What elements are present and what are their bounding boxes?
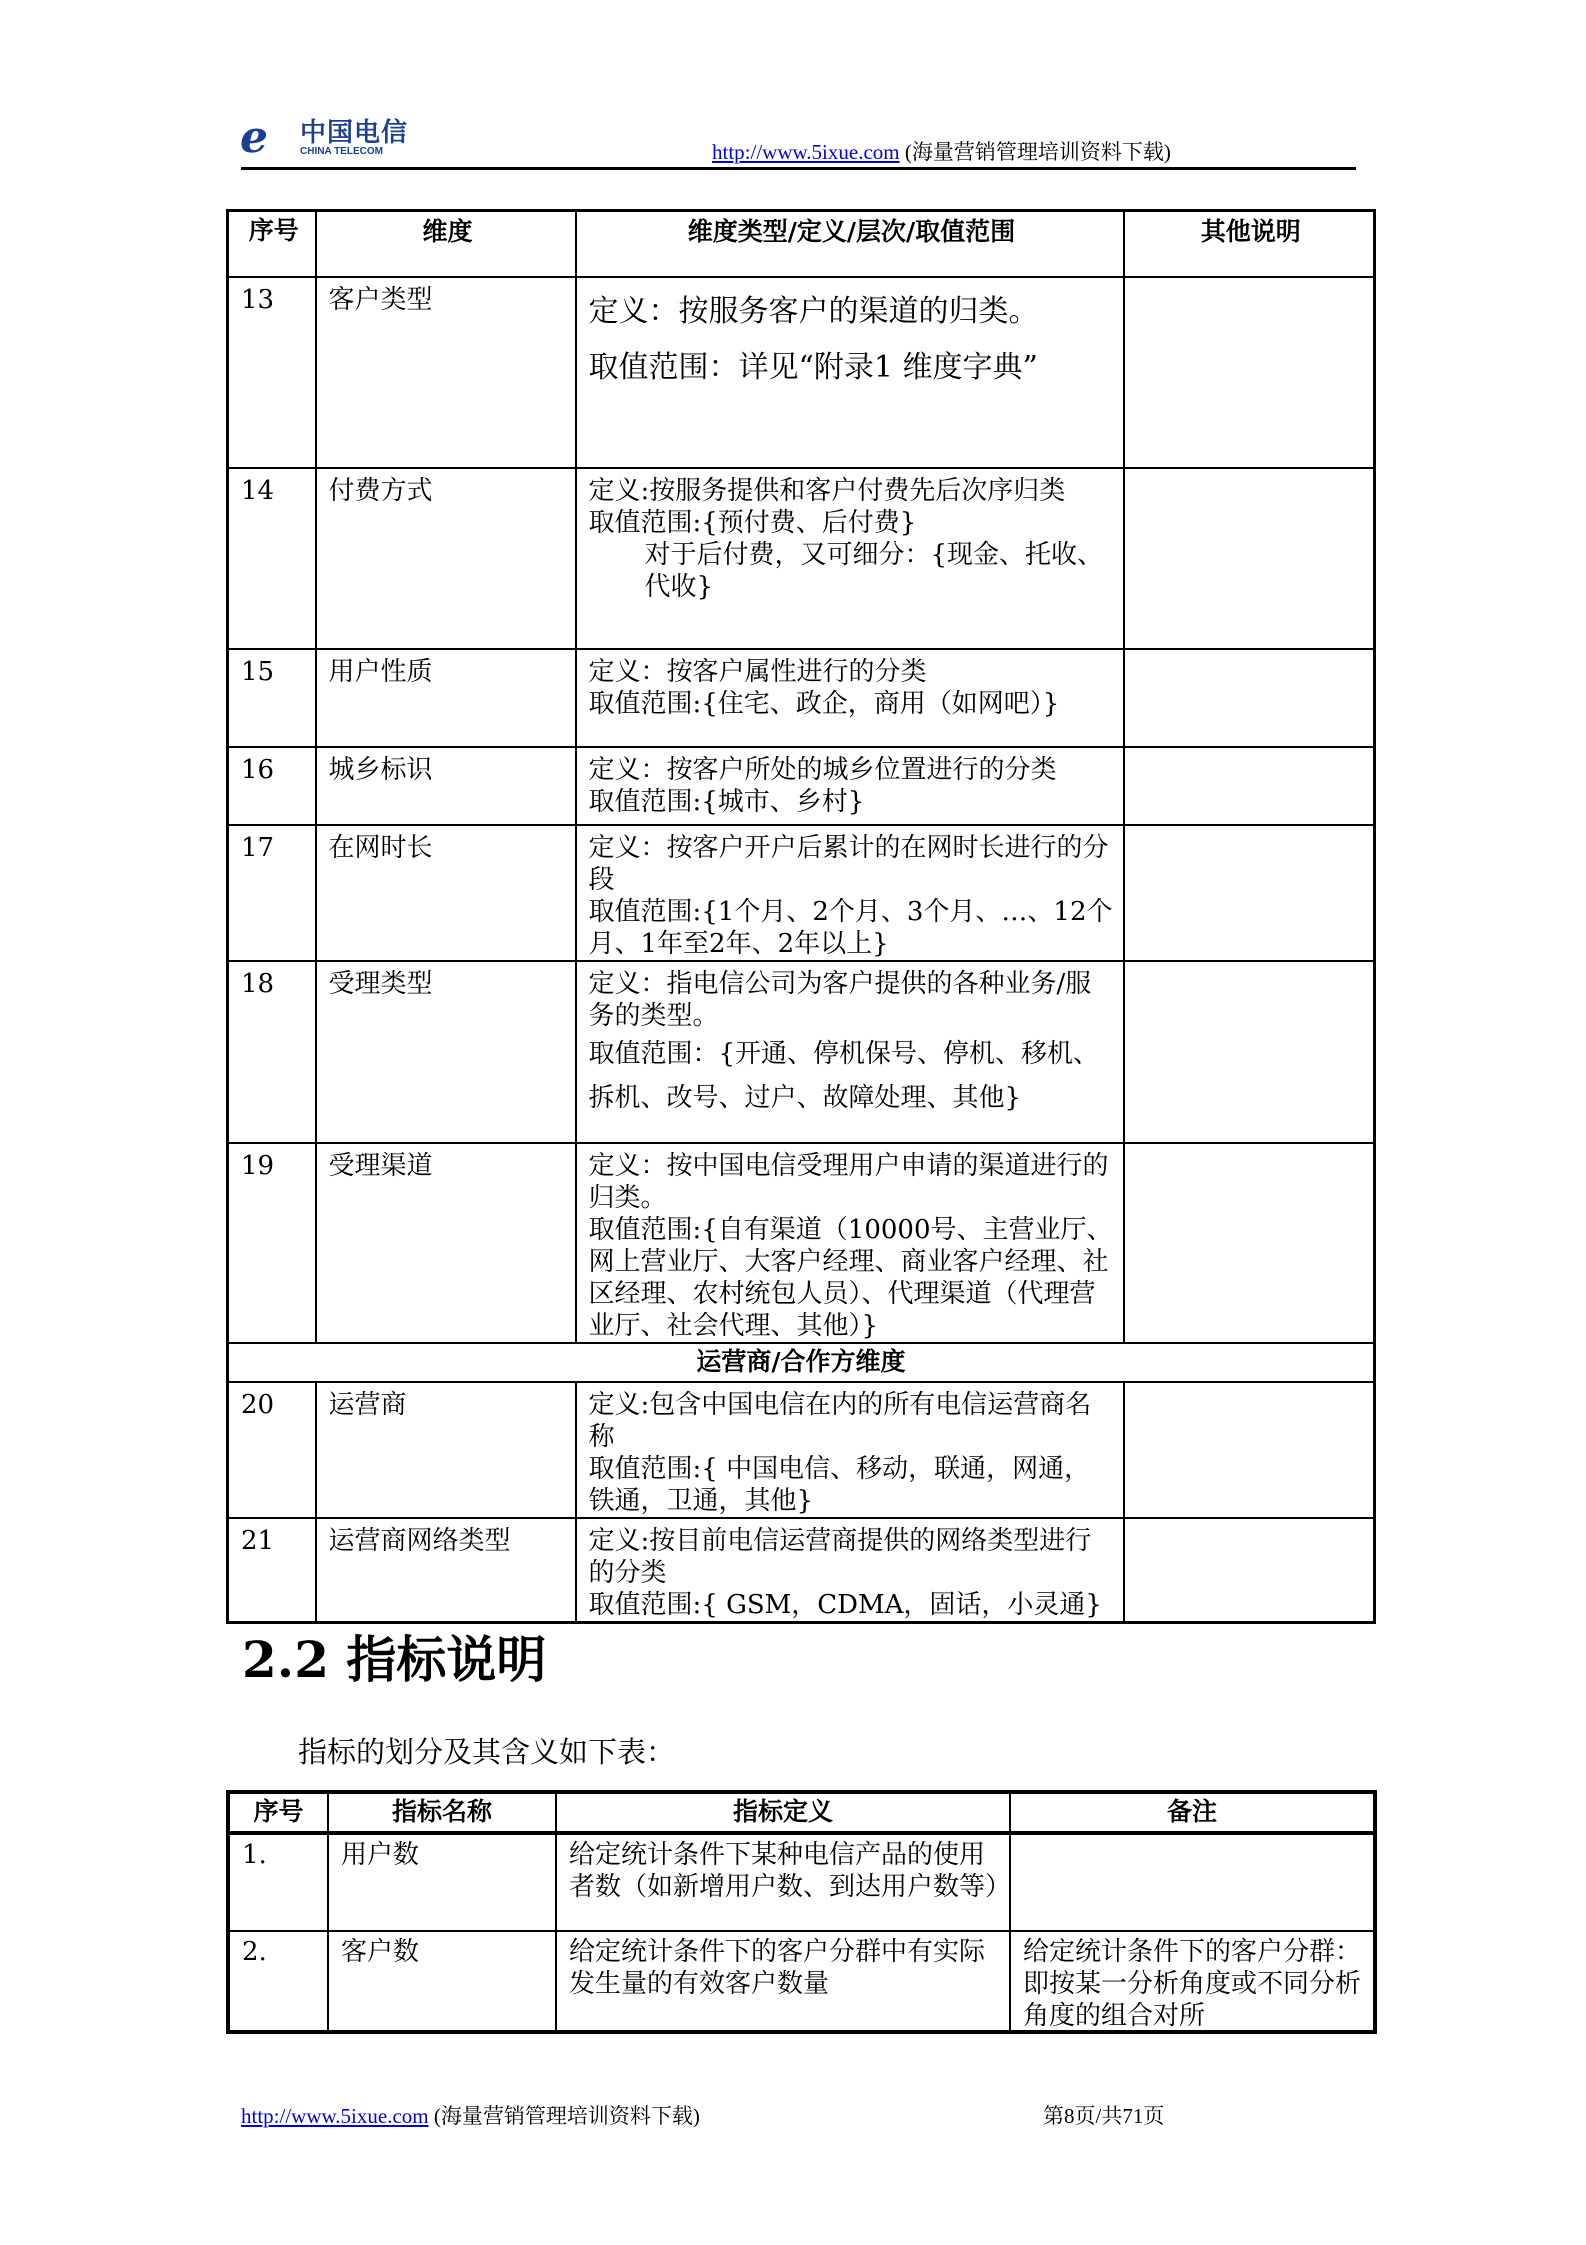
table-row [228, 961, 1375, 1143]
cell-definition [576, 825, 1124, 961]
logo-en: CHINA TELECOM [300, 146, 383, 157]
telecom-logo-icon: ℯ [240, 112, 268, 163]
definition-line: 对于后付费，又可细分：{现金、托收、代收} [644, 539, 1104, 602]
cell-no: 2. [228, 1931, 328, 2032]
definition-line: 取值范围:{住宅、政企，商用（如网吧）} [588, 688, 1060, 719]
cell-name: 运营商网络类型 [316, 1518, 576, 1623]
table-row [228, 1518, 1375, 1623]
footer-link[interactable]: http://www.5ixue.com [241, 2104, 429, 2128]
cell-no: 19 [228, 1143, 316, 1343]
col-header: 指标定义 [556, 1792, 1010, 1833]
definition-line: 定义：按客户属性进行的分类 [588, 656, 927, 687]
cell-definition [576, 961, 1124, 1143]
cell-no: 13 [228, 277, 316, 468]
col-header: 备注 [1010, 1792, 1375, 1833]
page-footer [241, 2100, 700, 2130]
cell-name: 客户类型 [316, 277, 576, 468]
definition-line: 取值范围:{预付费、后付费} [588, 507, 917, 538]
table-row [228, 1382, 1375, 1518]
header-link[interactable]: http://www.5ixue.com [712, 140, 900, 164]
cell-name: 城乡标识 [316, 747, 576, 825]
definition-line: 定义：按客户所处的城乡位置进行的分类 [588, 754, 1057, 785]
cell-name: 用户数 [328, 1833, 556, 1931]
col-header: 序号 [228, 1792, 328, 1833]
cell-definition [576, 1143, 1124, 1343]
note-text: 给定统计条件下的客户分群：即按某一分析角度或不同分析角度的组合对所 [1023, 1937, 1362, 2030]
table-row [228, 277, 1375, 468]
definition-line: 取值范围：{开通、停机保号、停机、移机、拆机、改号、过户、故障处理、其他} [588, 1038, 1100, 1113]
definition-line: 定义:按目前电信运营商提供的网络类型进行的分类 [588, 1525, 1092, 1588]
section-heading: 2.2 指标说明 [242, 1630, 547, 1689]
cell-no: 18 [228, 961, 316, 1143]
header-tagline: (海量营销管理培训资料下载) [904, 140, 1171, 164]
cell-definition [576, 747, 1124, 825]
table-row [228, 825, 1375, 961]
cell-other [1124, 468, 1375, 649]
cell-name: 用户性质 [316, 649, 576, 747]
cell-definition [576, 468, 1124, 649]
definition-line: 定义:包含中国电信在内的所有电信运营商名称 [588, 1389, 1092, 1452]
definition-line: 取值范围:{ GSM，CDMA，固话，小灵通} [588, 1589, 1102, 1620]
cell-no: 16 [228, 747, 316, 825]
page-number: 第8页/共71页 [1043, 2104, 1165, 2128]
cell-name: 受理渠道 [316, 1143, 576, 1343]
cell-definition [576, 1518, 1124, 1623]
indicator-table [226, 1790, 1377, 2034]
cell-name: 客户数 [328, 1931, 556, 2032]
cell-def: 给定统计条件下某种电信产品的使用者数（如新增用户数、到达用户数等） [556, 1833, 1010, 1931]
table-row [228, 468, 1375, 649]
col-header: 其他说明 [1124, 211, 1375, 277]
definition-line: 取值范围:{自有渠道（10000号、主营业厅、网上营业厅、大客户经理、商业客户经理、社区经理、农村统包人员）、代理渠道（代理营业厅、社会代理、其他）} [588, 1214, 1113, 1341]
table-row [228, 747, 1375, 825]
cell-name: 受理类型 [316, 961, 576, 1143]
table-row [228, 649, 1375, 747]
cell-other [1124, 277, 1375, 468]
cell-other [1124, 825, 1375, 961]
cell-name: 付费方式 [316, 468, 576, 649]
china-telecom-logo [240, 112, 420, 162]
header-divider [241, 167, 1356, 170]
cell-note [1010, 1931, 1375, 2032]
cell-other [1124, 1143, 1375, 1343]
definition-line: 取值范围：详见“附录1 维度字典” [588, 349, 1038, 385]
footer-tagline: (海量营销管理培训资料下载) [433, 2104, 700, 2128]
cell-no: 20 [228, 1382, 316, 1518]
table-row [228, 1931, 1375, 2032]
cell-other [1124, 1382, 1375, 1518]
cell-other [1124, 1518, 1375, 1623]
definition-line: 取值范围:{1个月、2个月、3个月、…、12个月、1年至2年、2年以上} [588, 896, 1113, 959]
col-header: 指标名称 [328, 1792, 556, 1833]
definition-line: 定义：按中国电信受理用户申请的渠道进行的归类。 [588, 1150, 1109, 1213]
cell-def: 给定统计条件下的客户分群中有实际发生量的有效客户数量 [556, 1931, 1010, 2032]
cell-other [1124, 747, 1375, 825]
cell-note [1010, 1833, 1375, 1931]
cell-other [1124, 649, 1375, 747]
cell-no: 15 [228, 649, 316, 747]
col-header: 序号 [228, 211, 316, 277]
definition-line: 定义：按服务客户的渠道的归类。 [588, 293, 1039, 329]
intro-text: 指标的划分及其含义如下表： [298, 1735, 676, 1769]
cell-name: 在网时长 [316, 825, 576, 961]
definition-line: 取值范围:{城市、乡村} [588, 786, 865, 817]
table-row [228, 1833, 1375, 1931]
cell-definition [576, 277, 1124, 468]
cell-no: 1. [228, 1833, 328, 1931]
col-header: 维度类型/定义/层次/取值范围 [576, 211, 1124, 277]
section-label: 运营商/合作方维度 [228, 1343, 1375, 1382]
definition-line: 取值范围:{ 中国电信、移动，联通，网通，铁通，卫通，其他} [588, 1453, 1091, 1516]
table-header-row [228, 1792, 1375, 1833]
cell-other [1124, 961, 1375, 1143]
definition-line: 定义：按客户开户后累计的在网时长进行的分段 [588, 832, 1109, 895]
table-row [228, 1143, 1375, 1343]
cell-no: 14 [228, 468, 316, 649]
cell-no: 21 [228, 1518, 316, 1623]
logo-cn: 中国电信 [300, 118, 409, 148]
definition-line: 定义:按服务提供和客户付费先后次序归类 [588, 475, 1066, 506]
cell-no: 17 [228, 825, 316, 961]
cell-name: 运营商 [316, 1382, 576, 1518]
section-row [228, 1343, 1375, 1382]
dimension-table [226, 209, 1376, 1624]
cell-definition [576, 1382, 1124, 1518]
col-header: 维度 [316, 211, 576, 277]
definition-line: 定义：指电信公司为客户提供的各种业务/服务的类型。 [588, 968, 1092, 1031]
table-header-row [228, 211, 1375, 277]
cell-definition [576, 649, 1124, 747]
page-header [712, 136, 1171, 166]
